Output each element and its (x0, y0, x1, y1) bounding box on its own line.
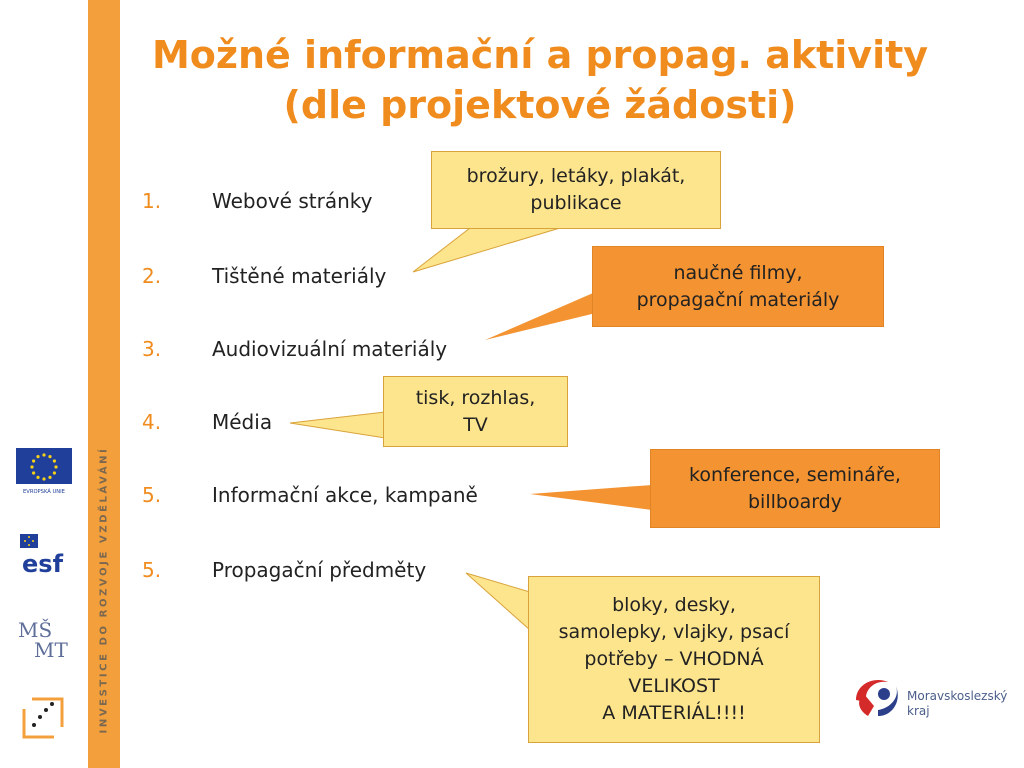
list-number: 5. (142, 483, 162, 507)
callout-line: VELIKOST (628, 675, 720, 697)
list-label: Webové stránky (212, 189, 373, 213)
list-label: Propagační předměty (212, 558, 427, 582)
callout-line: propagační materiály (636, 288, 840, 311)
list-label: Informační akce, kampaně (212, 483, 478, 507)
callout-tail-5 (466, 573, 530, 630)
svg-text:MT: MT (34, 638, 68, 661)
list-number: 1. (142, 189, 162, 213)
callout-line: brožury, letáky, plakát, (466, 165, 686, 187)
callout-line: TV (463, 413, 488, 436)
list-label: Audiovizuální materiály (212, 337, 448, 361)
eu-label: EVROPSKÁ UNIE (23, 489, 65, 495)
callout-line: billboardy (747, 490, 842, 513)
callout-line: potřeby – VHODNÁ (584, 648, 764, 670)
callout-box (528, 576, 820, 743)
callout-tail-1 (413, 228, 560, 272)
callout-line: tisk, rozhlas, (415, 386, 536, 409)
svg-text:MŠ: MŠ (18, 618, 53, 642)
callout-box (383, 376, 568, 447)
list-number: 5. (142, 558, 162, 582)
title-line-2: (dle projektové žádosti) (283, 83, 797, 127)
callout-tail-3 (290, 412, 385, 438)
list-number: 3. (142, 337, 162, 361)
list-item (142, 557, 426, 583)
callout-box (592, 246, 884, 327)
callout-line: naučné filmy, (673, 261, 803, 284)
list-item (142, 336, 447, 362)
callout-tail-4 (530, 485, 652, 510)
list-number: 4. (142, 410, 162, 434)
callout-box (431, 151, 721, 229)
region-logo (850, 672, 906, 722)
list-label: Tištěné materiály (212, 264, 387, 288)
vertical-slogan: INVESTICE DO ROZVOJE VZDĚLÁVÁNÍ (98, 446, 110, 734)
region-logo-text (907, 689, 1007, 719)
svg-text:esf: esf (22, 550, 64, 576)
list-number: 2. (142, 264, 162, 288)
list-item (142, 482, 478, 508)
list-label: Média (212, 410, 273, 434)
callout-line: konference, semináře, (689, 463, 901, 486)
callout-line: samolepky, vlajky, psací (558, 621, 790, 643)
callout-box (650, 449, 940, 528)
region-name-line2: kraj (907, 704, 930, 718)
list-item (142, 188, 372, 214)
list-item (142, 263, 386, 289)
list-item (142, 409, 272, 435)
callout-line: A MATERIÁL!!!! (602, 702, 746, 724)
callout-line: bloky, desky, (612, 594, 736, 616)
region-name-line1: Moravskoslezský (907, 689, 1008, 703)
callout-line: publikace (530, 192, 622, 214)
callout-tail-2 (485, 290, 600, 340)
title-line-1: Možné informační a propag. aktivity (151, 33, 929, 77)
